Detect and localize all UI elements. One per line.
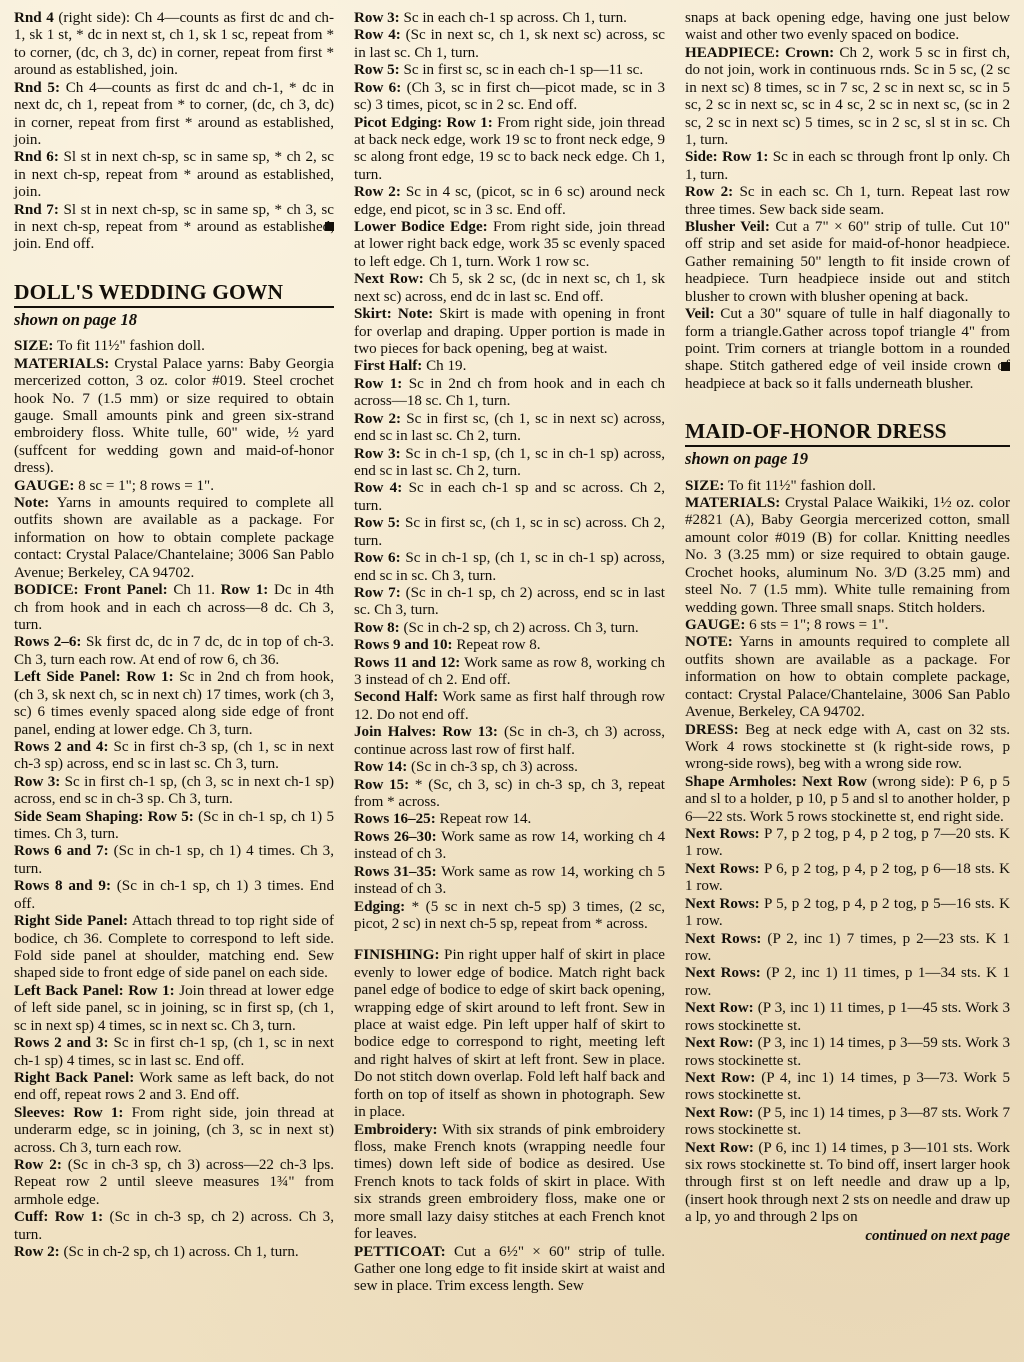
pattern-paragraph xyxy=(685,219,1010,306)
pattern-paragraph xyxy=(354,411,665,446)
pattern-paragraph xyxy=(354,219,665,271)
paragraph-text: Sc in each ch-1 sp across. Ch 1, turn. xyxy=(399,10,627,26)
paragraph-text: (Sc in ch-3 sp, ch 3) across. xyxy=(407,759,578,776)
paragraph-label: Second Half: xyxy=(354,689,439,706)
paragraph-text: (Sc in ch-3 sp, ch 3) across—22 ch-3 lps. Repeat row 2 until sleeve measures 1¾" from armhole edge. xyxy=(14,1157,334,1208)
paragraph-label: Lower Bodice Edge: xyxy=(354,219,488,236)
paragraph-label: Row 3: xyxy=(354,445,401,462)
paragraph-text: 8 sc = 1"; 8 rows = 1". xyxy=(74,477,214,494)
paragraph-text: Attach thread to top right side of bodice, ch 36. Complete to correspond to left side. Fold side panel at shoulder, matching end. Sew shaped side to front edge of side panel on each side. xyxy=(14,913,334,982)
paragraph-text: Work same as first half through row 12. Do not end off. xyxy=(354,689,666,723)
paragraph-label: Veil: xyxy=(685,306,715,323)
paragraph-label: Embroidery: xyxy=(354,1121,438,1138)
column-left xyxy=(14,10,348,1262)
pattern-paragraph xyxy=(14,1070,334,1105)
pattern-paragraph xyxy=(14,1035,334,1070)
pattern-paragraph xyxy=(685,1105,1010,1140)
paragraph-label: Row 1: xyxy=(354,375,403,392)
paragraph-label: Cuff: Row 1: xyxy=(14,1209,104,1226)
paragraph-text: Cut a 7" × 60" strip of tulle. Cut 10" off strip and set aside for maid-of-honor headpiece. Gather remaining 50" length to fit inside crown of headpiece. Turn headpiece inside out and stitch blusher to crown with blusher opening at back. xyxy=(685,219,1010,305)
pattern-paragraph xyxy=(685,478,1010,495)
paragraph-label: FINISHING: xyxy=(354,947,440,964)
paragraph-label: Rnd 7: xyxy=(14,201,59,218)
paragraph-text: With six strands of pink embroidery floss, make French knots (wrapping needle four times) down left side of bodice as desired. Use French knots to tack folds of skirt in place. With six strands green embroidery floss, make one or more small lazy daisy stitches at each French knot for leaves. xyxy=(354,1121,665,1243)
paragraph-label: Row 2: xyxy=(354,410,402,427)
pattern-paragraph xyxy=(354,306,665,358)
paragraph-label: Row 2: xyxy=(354,184,401,201)
paragraph-label: Rows 16–25: xyxy=(354,811,436,828)
paragraph-text: Ch 2, work 5 sc in first ch, do not join, work in continuous rnds. Sc in 5 sc, (2 sc in next sc) 8 times, sc in 7 sc, 2 sc in next sc, sc in 5 sc, 2 sc in next sc, sc in 4 sc, 2 sc in next sc, (sc in 2 sc, 2 sc in next sc) 5 times, sc in 2 sc, sl st in sc. Ch 1, turn. xyxy=(685,44,1010,148)
paragraph-label: Next Row: xyxy=(354,271,424,288)
pattern-paragraph xyxy=(685,617,1010,634)
pattern-paragraph xyxy=(354,829,665,864)
paragraph-label: Rows 2 and 4: xyxy=(14,738,109,755)
paragraph-text: Skirt is made with opening in front for overlap and draping. Upper portion is made in two pieces for back opening, beg at waist. xyxy=(354,306,665,358)
paragraph-text: Sl st in next ch-sp, sc in same sp, * ch 3, sc in next ch-sp, repeat from * around as established, join. End off. xyxy=(14,201,334,253)
paragraph-label: Row 15: xyxy=(354,776,410,793)
paragraph-label: SIZE: xyxy=(685,477,725,494)
pattern-paragraph xyxy=(14,202,334,254)
paragraph-label: PETTICOAT: xyxy=(354,1243,446,1260)
paragraph-label: Left Side Panel: Row 1: xyxy=(14,669,174,686)
paragraph-label: Right Side Panel: xyxy=(14,913,129,930)
paragraph-label: Skirt: Note: xyxy=(354,306,434,323)
paragraph-text: (wrong side): P 6, p 5 and sl to a holder, p 10, p 5 and sl to another holder, p 6—22 sts. Work 5 rows stockinette st, end right side. xyxy=(685,773,1010,825)
pattern-paragraph xyxy=(354,184,665,219)
paragraph-text: Sl st in next ch-sp, sc in same sp, * ch 2, sc in next ch-sp, repeat from * around as established, join. xyxy=(14,149,334,201)
pattern-paragraph xyxy=(685,722,1010,774)
paragraph-text: (Sc in ch-3 sp, ch 2) across. Ch 3, turn. xyxy=(14,1209,335,1243)
paragraph-text: Join thread at lower edge of left side panel, sc in joining, sc in first sp, (ch 1, sc in next sp) 4 times, sc in next sc. Ch 3, turn. xyxy=(14,982,334,1034)
paragraph-text: Yarns in amounts required to complete all outfits shown are available as a package. For information on how to obtain complete package, contact: Crystal Palace/Chantelaine, 3006 San Pablo Avenue, Berkeley, CA 94702. xyxy=(685,634,1010,721)
pattern-paragraph xyxy=(685,965,1010,1000)
article-subtitle: shown on page 19 xyxy=(685,449,809,469)
paragraph-text: P 7, p 2 tog, p 4, p 2 tog, p 7—20 sts. K 1 row. xyxy=(685,826,1010,860)
pattern-paragraph xyxy=(354,689,665,724)
paragraph-label: BODICE: Front Panel: xyxy=(14,582,168,599)
pattern-paragraph xyxy=(685,1035,1010,1070)
pattern-paragraph xyxy=(14,983,334,1035)
paragraph-text: (Sc in next sc, ch 1, sk next sc) across, sc in last sc. Ch 1, turn. xyxy=(354,27,665,61)
paragraph-label: Row 5: xyxy=(354,515,401,532)
section-spacer xyxy=(14,254,334,280)
pattern-paragraph xyxy=(354,80,665,115)
paragraph-label: Rows 31–35: xyxy=(354,863,437,880)
pattern-paragraph xyxy=(685,896,1010,931)
paragraph-label-suffix: (right side): xyxy=(53,10,131,26)
paragraph-text: Sk first dc, dc in 7 dc, dc in top of ch-3. Ch 3, turn each row. At end of row 6, ch 36. xyxy=(14,634,334,668)
pattern-paragraph xyxy=(14,843,334,878)
paragraph-label: Next Rows: xyxy=(685,965,761,982)
paragraph-text: Yarns in amounts required to complete all outfits shown are available as a package. For information on how to obtain complete package contact: Crystal Palace/Chantelaine; 3006 San Pablo Avenue; Berkeley, CA 94702. xyxy=(14,495,334,581)
paragraph-text: (Sc in ch-1 sp, ch 2) across, end sc in last sc. Ch 3, turn. xyxy=(354,584,665,619)
pattern-paragraph xyxy=(354,655,665,690)
paragraph-label: Row 2: xyxy=(14,1244,60,1261)
paragraph-label: Row 2: xyxy=(685,184,734,201)
paragraph-text: Ch 19. xyxy=(422,358,467,375)
paragraph-label: Next Rows: xyxy=(685,860,760,877)
paragraph-label: Row 4: xyxy=(354,27,401,44)
pattern-paragraph xyxy=(354,550,665,585)
paragraph-text: P 6, p 2 tog, p 4, p 2 tog, p 6—18 sts. K 1 row. xyxy=(685,860,1010,895)
paragraph-label: Next Row: xyxy=(685,1069,756,1086)
paragraph-text: Sc in first sc, (ch 1, sc in next sc) across, end sc in last sc. Ch 2, turn. xyxy=(354,410,665,445)
paragraph-text: Pin right upper half of skirt in place evenly to lower edge of bodice. Match right back panel edge of bodice to edge of skirt back opening, wrapping edge of skirt around to left front. Sew in place at waist edge. Pin left upper half of skirt to bodice edge to correspond to right, meeting left and right halves of skirt at left front. Sew in place. Do not stitch down overlap. Fold left half back and forth on top of itself as shown in photograph. Sew in place. xyxy=(354,947,665,1121)
paragraph-label: Row 3: xyxy=(354,10,400,26)
paragraph-text: Crystal Palace Waikiki, 1½ oz. color #2821 (A), Baby Georgia mercerized cotton, small amount color #019 (B) for collar. Knitting needles No. 3 (3.25 mm) or size required to obtain gauge. Crochet hooks, aluminum No. 3/D (3.25 mm) and steel No. 7 (1.5 mm). White tulle remaining from wedding gown. Three small snaps. Stitch holders. xyxy=(685,495,1010,616)
pattern-paragraph xyxy=(14,80,334,150)
paragraph-text: (P 2, inc 1) 11 times, p 1—34 sts. K 1 row. xyxy=(685,965,1010,999)
paragraph-text: Ch 11. xyxy=(167,582,221,599)
column-middle xyxy=(348,10,679,1296)
pattern-paragraph xyxy=(354,759,665,776)
paragraph-label: Next Row: xyxy=(685,1000,754,1017)
paragraph-label: Rows 26–30: xyxy=(354,828,437,845)
paragraph-label: Row 2: xyxy=(14,1157,62,1174)
paragraph-text: * (Sc, ch 3, sc) in ch-3 sp, ch 3, repeat from * across. xyxy=(354,776,665,810)
paragraph-label: NOTE: xyxy=(685,634,733,651)
paragraph-text: From right side, join thread at underarm edge, sc in joining, (ch 3, sc in next st) across. Ch 3, turn each row. xyxy=(14,1104,335,1156)
paragraph-text: (Sc in ch-1 sp, ch 1) 3 times. End off. xyxy=(14,878,334,912)
paragraph-label: Next Row: xyxy=(685,1035,754,1052)
paragraph-text: Work same as row 14, working ch 4 instead of ch 3. xyxy=(354,828,665,863)
paragraph-label: Rnd 4 xyxy=(14,10,54,26)
pattern-paragraph xyxy=(14,149,334,201)
paragraph-text: Ch 4—counts as first dc and ch-1, * dc in next dc, ch 1, repeat from * to corner, (dc, ch 3, dc) in corner, repeat from first * around as established, join. xyxy=(14,79,334,148)
paragraph-label: Rows 8 and 9: xyxy=(14,878,111,895)
paragraph-label: Rows 6 and 7: xyxy=(14,843,109,860)
paragraph-text: (P 3, inc 1) 14 times, p 3—59 sts. Work 3 rows stockinette st. xyxy=(685,1035,1010,1069)
pattern-paragraph xyxy=(14,495,334,582)
pattern-paragraph xyxy=(14,669,334,739)
paragraph-label: Row 6: xyxy=(354,79,402,96)
column-right xyxy=(679,10,1010,1245)
article-title-dolls-wedding-gown: DOLL'S WEDDING GOWN xyxy=(14,280,334,308)
pattern-paragraph xyxy=(14,913,334,983)
pattern-paragraph xyxy=(14,356,334,478)
pattern-paragraph xyxy=(14,1209,334,1244)
pattern-paragraph xyxy=(354,480,665,515)
continued-on-next-page-note: continued on next page xyxy=(865,1227,1010,1244)
pattern-paragraph xyxy=(685,1070,1010,1105)
pattern-paragraph xyxy=(685,495,1010,617)
pattern-paragraph xyxy=(354,637,665,654)
paragraph-text: * (5 sc in next ch-5 sp) 3 times, (2 sc, picot, 2 sc) in next ch-5 sp, repeat from * across. xyxy=(354,898,665,932)
paragraph-text: Work same as row 8, working ch 3 instead of ch 2. End off. xyxy=(354,654,665,689)
article-title-maid-of-honor-dress: MAID-OF-HONOR DRESS xyxy=(685,419,1010,447)
paragraph-text: Sc in ch-1 sp, (ch 1, sc in ch-1 sp) across, end sc in last sc. Ch 2, turn. xyxy=(354,445,665,479)
pattern-paragraph xyxy=(354,446,665,481)
pattern-paragraph xyxy=(685,931,1010,966)
paragraph-label: Row 8: xyxy=(354,619,400,636)
paragraph-text: (Sc in ch-2 sp, ch 2) across. Ch 3, turn. xyxy=(399,619,639,636)
paragraph-label: MATERIALS: xyxy=(14,355,110,372)
paragraph-label: Next Row: xyxy=(685,1104,754,1121)
paragraph-text: (Ch 3, sc in first ch—picot made, sc in 3 sc) 3 times, picot, sc in 2 sc. End off. xyxy=(354,79,665,114)
pattern-paragraph xyxy=(14,774,334,809)
pattern-paragraph xyxy=(14,1157,334,1209)
paragraph-text: Sc in first ch-3 sp, (ch 1, sc in next ch-3 sp) across, end sc in last sc. Ch 3, turn. xyxy=(14,738,334,773)
pattern-paragraph xyxy=(685,184,1010,219)
paragraph-text: Sc in 2nd ch from hook and in each ch across—18 sc. Ch 1, turn. xyxy=(354,375,665,410)
pattern-paragraph xyxy=(14,878,334,913)
paragraph-text: (Sc in ch-2 sp, ch 1) across. Ch 1, turn. xyxy=(59,1244,299,1261)
paragraph-text: Ch 5, sk 2 sc, (dc in next sc, ch 1, sk next sc) across, end dc in last sc. End off. xyxy=(354,271,665,305)
pattern-paragraph xyxy=(14,338,334,355)
paragraph-text: Work same as left back, do not end off, repeat rows 2 and 3. End off. xyxy=(14,1069,334,1104)
pattern-paragraph xyxy=(354,811,665,828)
paragraph-text: Sc in each ch-1 sp and sc across. Ch 2, turn. xyxy=(354,480,665,514)
paragraph-text: From right side, join thread at lower right back edge, work 35 sc evenly spaced to left edge. Ch 1, turn. Work 1 row sc. xyxy=(354,219,665,270)
paragraph-label: Side: Row 1: xyxy=(685,149,769,166)
paragraph-text: (Sc in ch-3, ch 3) across, continue across last row of first half. xyxy=(354,724,665,758)
pattern-paragraph xyxy=(354,620,665,637)
pattern-paragraph xyxy=(354,777,665,812)
pattern-paragraph xyxy=(685,634,1010,721)
pattern-paragraph xyxy=(685,1140,1010,1227)
paragraph-label: Blusher Veil: xyxy=(685,219,770,236)
pattern-paragraph xyxy=(354,1244,665,1296)
pattern-paragraph xyxy=(14,10,334,80)
paragraph-label: Left Back Panel: Row 1: xyxy=(14,982,175,999)
pattern-paragraph xyxy=(685,826,1010,861)
paragraph-text: (P 6, inc 1) 14 times, p 3—101 sts. Work six rows stockinette st. To bind off, insert larger hook through first st on left needle and draw up a lp, (insert hook through next 2 sts on needle and draw up a lp, yo and through 2 lps on xyxy=(685,1139,1010,1226)
paragraph-label: Next Rows: xyxy=(685,895,760,912)
paragraph-label: Row 14: xyxy=(354,759,408,776)
paragraph-label: MATERIALS: xyxy=(685,495,781,512)
pattern-paragraph xyxy=(354,724,665,759)
paragraph-label: Rows 2–6: xyxy=(14,634,82,651)
pattern-paragraph xyxy=(354,358,665,375)
paragraph-label: Right Back Panel: xyxy=(14,1069,135,1086)
pattern-paragraph xyxy=(685,45,1010,150)
pattern-paragraph xyxy=(14,809,334,844)
pattern-paragraph xyxy=(354,864,665,899)
paragraph-text: Sc in each sc through front lp only. Ch 1, turn. xyxy=(685,149,1010,183)
pattern-paragraph xyxy=(685,149,1010,184)
paragraph-text: (P 4, inc 1) 14 times, p 3—73. Work 5 rows stockinette st. xyxy=(685,1069,1010,1104)
paragraph-text: snaps at back opening edge, having one just below waist and other two evenly spaced on bodice. xyxy=(685,10,1010,44)
paragraph-label: First Half: xyxy=(354,358,423,375)
pattern-paragraph xyxy=(354,115,665,185)
paragraph-label: Row 3: xyxy=(14,773,61,790)
paragraph-text: (Sc in ch-1 sp, ch 1) 5 times. Ch 3, turn. xyxy=(14,808,334,843)
paragraph-label: HEADPIECE: Crown: xyxy=(685,44,835,61)
paragraph-label: Row 5: xyxy=(354,62,400,79)
paragraph-text: (P 3, inc 1) 11 times, p 1—45 sts. Work 3 rows stockinette st. xyxy=(685,1000,1010,1034)
paragraph-text: Sc in 2nd ch from hook, (ch 3, sk next ch, sc in next ch) 17 times, work (ch 3, sc) 6 times evenly spaced along side edge of front panel, ending at lower edge. Ch 3, turn. xyxy=(14,669,334,738)
paragraph-label: Side Seam Shaping: Row 5: xyxy=(14,808,194,825)
pattern-paragraph xyxy=(354,27,665,62)
pattern-paragraph xyxy=(354,376,665,411)
paragraph-text: Repeat row 14. xyxy=(435,811,532,828)
paragraph-label: SIZE: xyxy=(14,338,54,355)
pattern-paragraph xyxy=(14,634,334,669)
paragraph-label: Edging: xyxy=(354,898,406,915)
article-subtitle: shown on page 18 xyxy=(14,309,138,329)
paragraph-label: Note: xyxy=(14,495,50,512)
pattern-paragraph xyxy=(354,1122,665,1244)
paragraph-label-secondary: Row 1: xyxy=(220,582,269,599)
paragraph-label: Join Halves: Row 13: xyxy=(354,724,498,741)
paragraph-label: Rnd 5: xyxy=(14,79,60,96)
paragraph-label: Row 4: xyxy=(354,480,403,497)
pattern-paragraph xyxy=(685,1000,1010,1035)
paragraph-text: P 5, p 2 tog, p 4, p 2 tog, p 5—16 sts. K 1 row. xyxy=(685,895,1010,930)
paragraph-label: GAUGE: xyxy=(685,616,746,633)
paragraph-text: Ch 4—counts as first dc and ch-1, sk 1 st, * dc in next st, ch 1, sk 1 sc, repeat from * to corner, (dc, ch 3, dc) in corner, repeat from first * around as established, join. xyxy=(14,10,334,79)
paragraph-label: Rows 2 and 3: xyxy=(14,1035,109,1052)
pattern-paragraph xyxy=(354,899,665,934)
pattern-paragraph xyxy=(685,774,1010,826)
pattern-paragraph xyxy=(354,271,665,306)
paragraph-text: Sc in each sc. Ch 1, turn. Repeat last row three times. Sew back side seam. xyxy=(685,184,1010,218)
pattern-paragraph xyxy=(14,582,334,634)
paragraph-text: Sc in 4 sc, (picot, sc in 6 sc) around neck edge, end picot, sc in 3 sc. End off. xyxy=(354,184,665,218)
paragraph-text: From right side, join thread at back neck edge, work 19 sc to front neck edge, 9 sc along front edge, 19 sc to back neck edge. Ch 1, turn. xyxy=(354,114,665,183)
section-spacer xyxy=(685,393,1010,419)
paragraph-label: Picot Edging: Row 1: xyxy=(354,114,493,131)
paragraph-text: Cut a 30" square of tulle in half diagonally to form a triangle.Gather across topof triangle 4" from point. Trim corners at triangle bottom in a rounded shape. Stitch gathered edge of veil inside crown of headpiece at back so it falls underneath blusher. xyxy=(685,306,1010,392)
pattern-paragraph xyxy=(354,62,665,79)
paragraph-label: Rnd 6: xyxy=(14,149,59,166)
paragraph-label: Rows 9 and 10: xyxy=(354,637,453,654)
pattern-paragraph xyxy=(685,10,1010,45)
pattern-paragraph xyxy=(14,1105,334,1157)
pattern-paragraph xyxy=(354,10,665,27)
paragraph-label: Next Rows: xyxy=(685,826,760,843)
pattern-paragraph xyxy=(354,585,665,620)
paragraph-text: Sc in first sc, sc in each ch-1 sp—11 sc. xyxy=(399,62,644,79)
paragraph-text: (Sc in ch-1 sp, ch 1) 4 times. Ch 3, turn. xyxy=(14,843,335,877)
paragraph-text: Work same as row 14, working ch 5 instead of ch 3. xyxy=(354,863,665,898)
paragraph-label: Rows 11 and 12: xyxy=(354,654,461,671)
paragraph-label: Row 6: xyxy=(354,550,401,567)
paragraph-label: Shape Armholes: Next Row xyxy=(685,773,867,790)
paragraph-text: To fit 11½" fashion doll. xyxy=(724,477,876,494)
paragraph-text: Repeat row 8. xyxy=(452,637,541,654)
paragraph-label: Sleeves: Row 1: xyxy=(14,1104,124,1121)
paragraph-text: Crystal Palace yarns: Baby Georgia mercerized cotton, 3 oz. color #019. Steel crochet hook No. 7 (1.5 mm) or size required to obtain gauge. Small amounts pink and green six-strand embroidery floss. White tulle, 60" wide, ½ yard (suffcent for wedding gown and maid-of-honor dress). xyxy=(14,355,334,477)
pattern-paragraph xyxy=(685,306,1010,393)
paragraph-text: Sc in first ch-1 sp, (ch 1, sc in next ch-1 sp) 4 times, sc in last sc. End off. xyxy=(14,1035,334,1069)
three-column-layout xyxy=(14,10,1010,1356)
paragraph-text: (P 5, inc 1) 14 times, p 3—87 sts. Work 7 rows stockinette st. xyxy=(685,1104,1010,1139)
paragraph-text: To fit 11½" fashion doll. xyxy=(53,338,205,355)
paragraph-text: Sc in first sc, (ch 1, sc in sc) across. Ch 2, turn. xyxy=(354,515,665,549)
pattern-paragraph xyxy=(14,478,334,495)
paragraph-label: DRESS: xyxy=(685,721,739,738)
pattern-paragraph xyxy=(685,861,1010,896)
paragraph-text: Sc in ch-1 sp, (ch 1, sc in ch-1 sp) across, end sc in sc. Ch 3, turn. xyxy=(354,550,665,584)
paragraph-text: (P 2, inc 1) 7 times, p 2—23 sts. K 1 row. xyxy=(685,930,1010,964)
paragraph-label: Next Row: xyxy=(685,1139,754,1156)
paragraph-label: Row 7: xyxy=(354,584,401,601)
paragraph-text: Sc in first ch-1 sp, (ch 3, sc in next ch-1 sp) across, end sc in ch-3 sp. Ch 3, turn. xyxy=(14,773,334,808)
paragraph-label: Next Rows: xyxy=(685,930,762,947)
paragraph-label: GAUGE: xyxy=(14,477,75,494)
paragraph-text-secondary: Dc in 4th ch from hook and in each ch across—8 dc. Ch 3, turn. xyxy=(14,582,334,633)
paragraph-text: Beg at neck edge with A, cast on 32 sts. Work 4 rows stockinette st (k right-side rows, p wrong-side rows), beg with a wrong side row. xyxy=(685,721,1010,773)
paragraph-text: Cut a 6½" × 60" strip of tulle. Gather one long edge to fit inside skirt at waist and sew in place. Trim excess length. Sew xyxy=(354,1243,665,1295)
paragraph-text: 6 sts = 1"; 8 rows = 1". xyxy=(745,616,889,633)
section-spacer xyxy=(354,933,665,947)
pattern-paragraph xyxy=(14,1244,334,1261)
pattern-paragraph xyxy=(354,947,665,1121)
pattern-paragraph xyxy=(14,739,334,774)
pattern-paragraph xyxy=(354,515,665,550)
